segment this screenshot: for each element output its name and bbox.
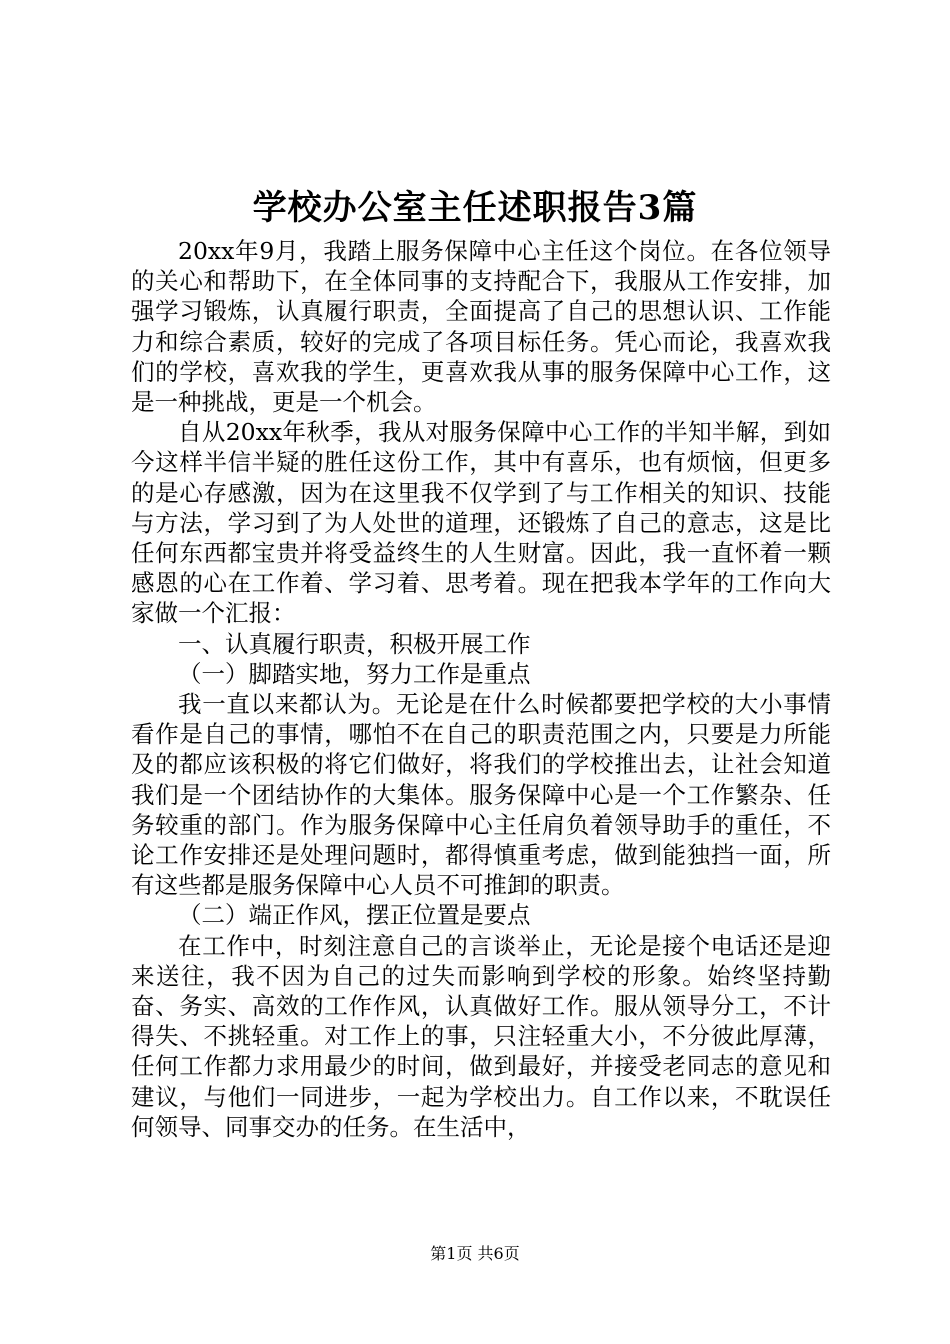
page-footer: 第1页 共6页: [430, 1244, 520, 1263]
subsection-heading: （一）脚踏实地，努力工作是重点: [178, 659, 531, 688]
paragraph: 自从20xx年秋季，我从对服务保障中心工作的半知半解，到如今这样半信半疑的胜任这份工作，其中有喜乐，也有烦恼，但更多的是心存感激，因为在这里我不仅学到了与工作相关的知识、技能与方法，学习到了为人处世的道理，还锻炼了自己的意志，这是比任何东西都宝贵并将受益终生的人生财富。因此，我一直怀着一颗感恩的心在工作着、学习着、思考着。现在把我本学年的工作向大家做一个汇报：: [131, 418, 831, 628]
section-heading: 一、认真履行职责，积极开展工作: [178, 629, 531, 658]
subsection-heading: （二）端正作风，摆正位置是要点: [178, 901, 531, 930]
document-body: [131, 236, 831, 1142]
paragraph: 在工作中，时刻注意自己的言谈举止，无论是接个电话还是迎来送往，我不因为自己的过失而影响到学校的形象。始终坚持勤奋、务实、高效的工作作风，认真做好工作。服从领导分工，不计得失、不挑轻重。对工作上的事，只注轻重大小，不分彼此厚薄，任何工作都力求用最少的时间，做到最好，并接受老同志的意见和建议，与他们一同进步，一起为学校出力。自工作以来，不耽误任何领导、同事交办的任务。在生活中，: [131, 931, 831, 1141]
document-title: 学校办公室主任述职报告3篇: [252, 188, 698, 228]
paragraph: 20xx年9月，我踏上服务保障中心主任这个岗位。在各位领导的关心和帮助下，在全体同事的支持配合下，我服从工作安排，加强学习锻炼，认真履行职责，全面提高了自己的思想认识、工作能力和综合素质，较好的完成了各项目标任务。凭心而论，我喜欢我们的学校，喜欢我的学生，更喜欢我从事的服务保障中心工作，这是一种挑战，更是一个机会。: [131, 237, 831, 417]
paragraph: 我一直以来都认为。无论是在什么时候都要把学校的大小事情看作是自己的事情，哪怕不在自己的职责范围之内，只要是力所能及的都应该积极的将它们做好，将我们的学校推出去，让社会知道我们是一个团结协作的大集体。服务保障中心是一个工作繁杂、任务较重的部门。作为服务保障中心主任肩负着领导助手的重任，不论工作安排还是处理问题时，都得慎重考虑，做到能独挡一面，所有这些都是服务保障中心人员不可推卸的职责。: [131, 690, 831, 900]
